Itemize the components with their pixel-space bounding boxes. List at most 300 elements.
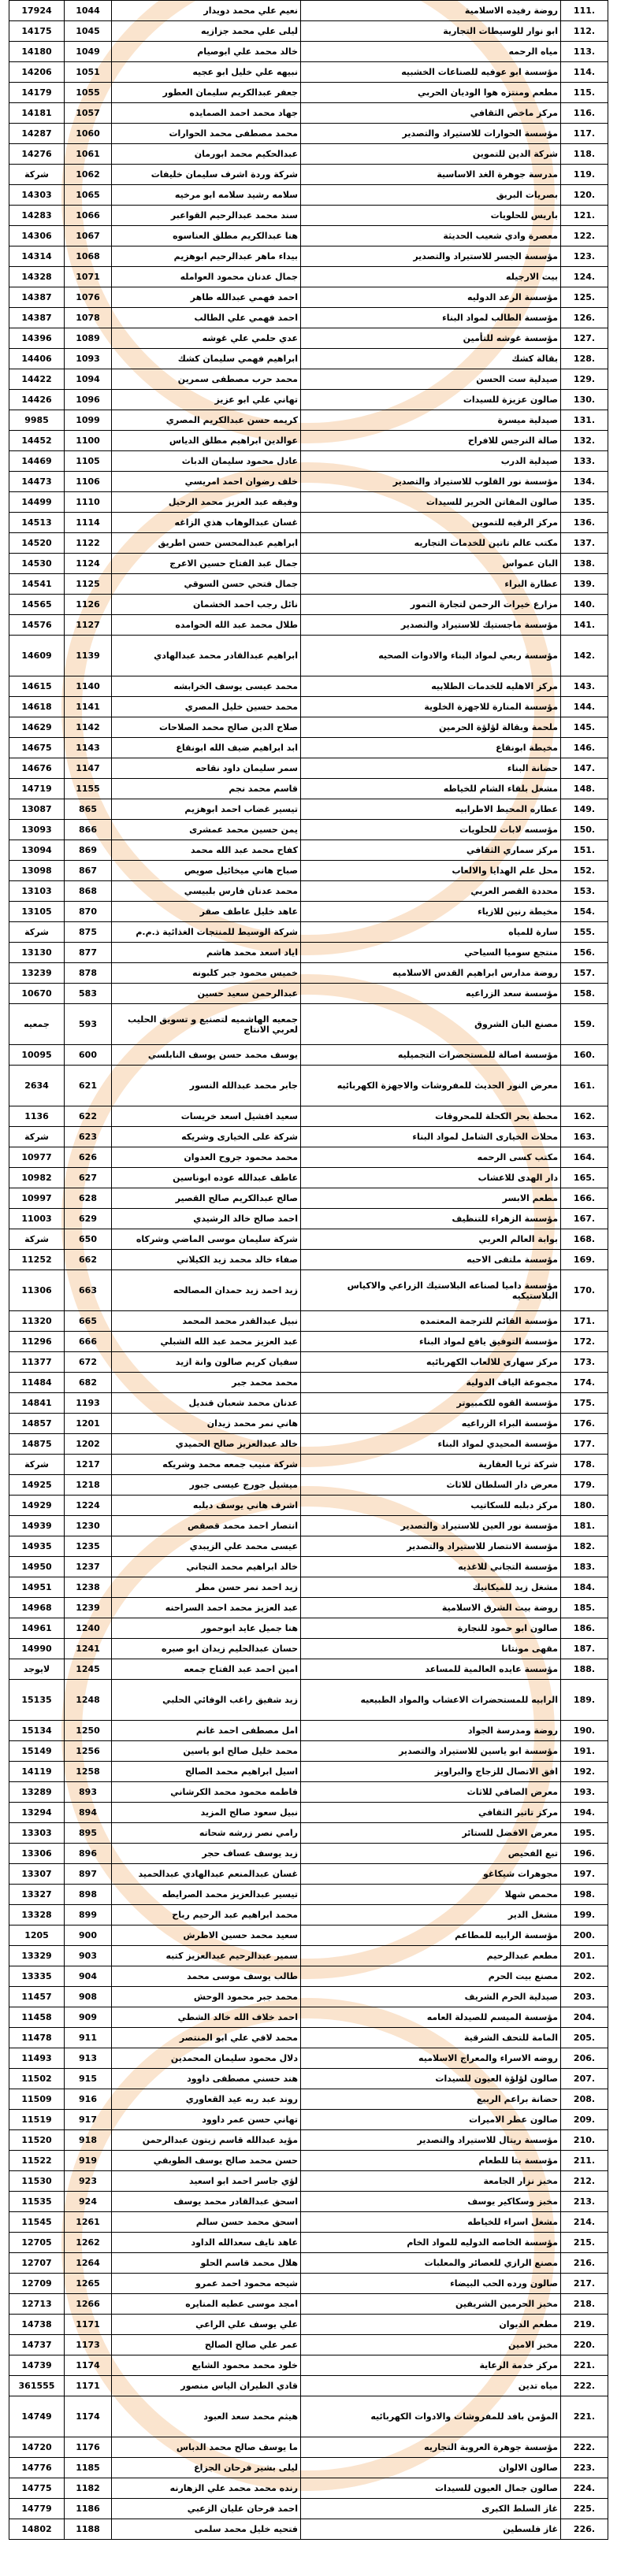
owner-name-cell: عاهد خليل عاطف صقر bbox=[112, 902, 301, 922]
row-index-cell: 188. bbox=[561, 1659, 608, 1680]
row-index-cell: 222. bbox=[561, 2437, 608, 2458]
table-row bbox=[9, 390, 608, 410]
owner-name-cell: شركة وردة اشرف سليمان خليفات bbox=[112, 165, 301, 185]
owner-name-cell: سلامه رشيد سلامه ابو مرخيه bbox=[112, 185, 301, 206]
owner-name-cell: انتصار احمد محمد قصقص bbox=[112, 1516, 301, 1536]
file-number-cell: 1099 bbox=[65, 410, 112, 431]
owner-name-cell: هنا جميل عايد ابوحمور bbox=[112, 1618, 301, 1639]
business-name-cell: مطعم الابسر bbox=[301, 1188, 561, 1209]
business-name-cell: مؤسسة داميا لصناعه البلاستيك الزراعي والاكياس البلاستيكيه bbox=[301, 1270, 561, 1311]
file-number-cell: 1143 bbox=[65, 738, 112, 758]
business-name-cell: مزارع خيرات الرحمن لتجارة التمور bbox=[301, 595, 561, 615]
table-row bbox=[9, 963, 608, 984]
owner-name-cell: محمد مصطفى محمد الحوارات bbox=[112, 124, 301, 144]
registry-table bbox=[9, 0, 608, 2540]
row-index-cell: 138. bbox=[561, 554, 608, 574]
table-row bbox=[9, 2212, 608, 2233]
record-number-cell: 14396 bbox=[9, 328, 65, 349]
business-name-cell: الرابيه للمستحضرات الاعشاب والمواد الطبيعيه bbox=[301, 1680, 561, 1721]
owner-name-cell: اسيل ابراهيم محمد الصالح bbox=[112, 1762, 301, 1782]
record-number-cell: 14676 bbox=[9, 758, 65, 779]
table-row bbox=[9, 738, 608, 758]
file-number-cell: 911 bbox=[65, 2028, 112, 2048]
file-number-cell: 895 bbox=[65, 1823, 112, 1844]
owner-name-cell: زيد احمد نمر حسن مطر bbox=[112, 1577, 301, 1598]
owner-name-cell: ابراهيم فهمي سليمان كشك bbox=[112, 349, 301, 369]
row-index-cell: 185. bbox=[561, 1598, 608, 1618]
owner-name-cell: عوالدين ابراهيم مطلق الدياس bbox=[112, 431, 301, 451]
file-number-cell: 672 bbox=[65, 1352, 112, 1373]
table-row bbox=[9, 1434, 608, 1455]
record-number-cell: 11003 bbox=[9, 1209, 65, 1229]
record-number-cell: 13289 bbox=[9, 1782, 65, 1803]
row-index-cell: 159. bbox=[561, 1004, 608, 1045]
table-row bbox=[9, 1332, 608, 1352]
business-name-cell: مؤسسة جوهرة العروبة التجاريه bbox=[301, 2437, 561, 2458]
business-name-cell: بصريات البريق bbox=[301, 185, 561, 206]
record-number-cell: 13294 bbox=[9, 1803, 65, 1823]
business-name-cell: عطارة البراء bbox=[301, 574, 561, 595]
table-row bbox=[9, 1516, 608, 1536]
file-number-cell: 628 bbox=[65, 1188, 112, 1209]
record-number-cell: شركة bbox=[9, 1127, 65, 1147]
file-number-cell: 893 bbox=[65, 1782, 112, 1803]
file-number-cell: 1061 bbox=[65, 144, 112, 165]
row-index-cell: 203. bbox=[561, 1987, 608, 2007]
business-name-cell: عطاره المحيط الاطرابيه bbox=[301, 799, 561, 820]
row-index-cell: 186. bbox=[561, 1618, 608, 1639]
business-name-cell: مخبز الامين bbox=[301, 2335, 561, 2355]
business-name-cell: مطعم الديوان bbox=[301, 2315, 561, 2335]
record-number-cell: 14739 bbox=[9, 2355, 65, 2376]
table-row bbox=[9, 451, 608, 472]
business-name-cell: مجوهرات شيكاغو bbox=[301, 1864, 561, 1885]
table-row bbox=[9, 1045, 608, 1066]
record-number-cell: 14950 bbox=[9, 1557, 65, 1577]
owner-name-cell: عبد العزيز محمد احمد السراحنه bbox=[112, 1598, 301, 1618]
record-number-cell: شركة bbox=[9, 1455, 65, 1475]
file-number-cell: 600 bbox=[65, 1045, 112, 1066]
file-number-cell: 1044 bbox=[65, 1, 112, 21]
row-index-cell: 183. bbox=[561, 1557, 608, 1577]
record-number-cell: 14303 bbox=[9, 185, 65, 206]
file-number-cell: 918 bbox=[65, 2130, 112, 2151]
business-name-cell: معرض الصافي للاثاث bbox=[301, 1782, 561, 1803]
business-name-cell: مؤسسة الرعد الدوليه bbox=[301, 287, 561, 308]
business-name-cell: مطعم ومنتزه هوا الوديان الحربي bbox=[301, 83, 561, 103]
row-index-cell: 215. bbox=[561, 2233, 608, 2253]
table-row bbox=[9, 2130, 608, 2151]
table-row bbox=[9, 1, 608, 21]
table-row bbox=[9, 1106, 608, 1127]
file-number-cell: 1201 bbox=[65, 1414, 112, 1434]
business-name-cell: مؤسسة الزهراء للتنظيف bbox=[301, 1209, 561, 1229]
owner-name-cell: غسان عبدالوهاب هذي الزاغه bbox=[112, 513, 301, 533]
file-number-cell: 1139 bbox=[65, 636, 112, 676]
record-number-cell: 14119 bbox=[9, 1762, 65, 1782]
owner-name-cell: زيد احمد زيد حمدان المصالحه bbox=[112, 1270, 301, 1311]
row-index-cell: 196. bbox=[561, 1844, 608, 1864]
file-number-cell: 919 bbox=[65, 2151, 112, 2171]
record-number-cell: 13103 bbox=[9, 881, 65, 902]
row-index-cell: 172. bbox=[561, 1332, 608, 1352]
business-name-cell: مؤسسة الميسم للصيدلة العامه bbox=[301, 2007, 561, 2028]
record-number-cell: 11519 bbox=[9, 2110, 65, 2130]
business-name-cell: مؤسسة اصالة للمستحضرات التجميليه bbox=[301, 1045, 561, 1066]
owner-name-cell: نعيم علي محمد دويدار bbox=[112, 1, 301, 21]
business-name-cell: مركز تاتير الثقافي bbox=[301, 1803, 561, 1823]
row-index-cell: 214. bbox=[561, 2212, 608, 2233]
business-name-cell: مؤسسة الرابيه للمطاعم bbox=[301, 1926, 561, 1946]
table-row bbox=[9, 820, 608, 840]
owner-name-cell: ابراهيم عبدالقادر محمد عبدالهادي bbox=[112, 636, 301, 676]
business-name-cell: مؤسسة ملتقى الاحبه bbox=[301, 1250, 561, 1270]
table-row bbox=[9, 2437, 608, 2458]
row-index-cell: 142. bbox=[561, 636, 608, 676]
file-number-cell: 593 bbox=[65, 1004, 112, 1045]
owner-name-cell: جهاد محمد احمد الصمايده bbox=[112, 103, 301, 124]
table-row bbox=[9, 1373, 608, 1393]
business-name-cell: مؤسسة المنارة للاجهزة الخلوية bbox=[301, 697, 561, 717]
business-name-cell: معرض الافضل للستائر bbox=[301, 1823, 561, 1844]
file-number-cell: 1076 bbox=[65, 287, 112, 308]
business-name-cell: بيت الارجيله bbox=[301, 267, 561, 287]
business-name-cell: محمص شهلا bbox=[301, 1885, 561, 1905]
file-number-cell: 1057 bbox=[65, 103, 112, 124]
record-number-cell: 1136 bbox=[9, 1106, 65, 1127]
owner-name-cell: ابراهيم عبدالمحسن حسن اطريق bbox=[112, 533, 301, 554]
table-row bbox=[9, 2253, 608, 2274]
business-name-cell: صالة النرجس للافراح bbox=[301, 431, 561, 451]
row-index-cell: 205. bbox=[561, 2028, 608, 2048]
record-number-cell: 15135 bbox=[9, 1680, 65, 1721]
owner-name-cell: فتحيه خليل محمد سلمى bbox=[112, 2519, 301, 2540]
file-number-cell: 878 bbox=[65, 963, 112, 984]
row-index-cell: 195. bbox=[561, 1823, 608, 1844]
record-number-cell: 14779 bbox=[9, 2499, 65, 2519]
record-number-cell: 14719 bbox=[9, 779, 65, 799]
business-name-cell: مجموعة الياف الدولية bbox=[301, 1373, 561, 1393]
row-index-cell: 116. bbox=[561, 103, 608, 124]
row-index-cell: 153. bbox=[561, 881, 608, 902]
row-index-cell: 144. bbox=[561, 697, 608, 717]
table-row bbox=[9, 1311, 608, 1332]
file-number-cell: 621 bbox=[65, 1066, 112, 1106]
owner-name-cell: محمد محمود جروح العدوان bbox=[112, 1147, 301, 1168]
owner-name-cell: هاني نمر محمد زيدان bbox=[112, 1414, 301, 1434]
owner-name-cell: نبيهه علي خليل ابو عجيه bbox=[112, 62, 301, 83]
table-row bbox=[9, 1455, 608, 1475]
file-number-cell: 626 bbox=[65, 1147, 112, 1168]
table-row bbox=[9, 103, 608, 124]
table-row bbox=[9, 2294, 608, 2315]
file-number-cell: 1045 bbox=[65, 21, 112, 42]
file-number-cell: 1055 bbox=[65, 83, 112, 103]
business-name-cell: مؤسسة الخاصه الدوليه للمواد الخام bbox=[301, 2233, 561, 2253]
business-name-cell: شركة الدين للتموين bbox=[301, 144, 561, 165]
owner-name-cell: هند حسني مصطفى داوود bbox=[112, 2069, 301, 2089]
row-index-cell: 218. bbox=[561, 2294, 608, 2315]
record-number-cell: 14387 bbox=[9, 308, 65, 328]
row-index-cell: 123. bbox=[561, 246, 608, 267]
file-number-cell: 904 bbox=[65, 1966, 112, 1987]
owner-name-cell: سعيد محمد حسين الاطرش bbox=[112, 1926, 301, 1946]
owner-name-cell: عبد العزيز محمد عبد الله الشبلي bbox=[112, 1332, 301, 1352]
file-number-cell: 1258 bbox=[65, 1762, 112, 1782]
owner-name-cell: تيسير غضاب احمد ابوهزيم bbox=[112, 799, 301, 820]
record-number-cell: 14206 bbox=[9, 62, 65, 83]
table-row bbox=[9, 185, 608, 206]
file-number-cell: 1140 bbox=[65, 676, 112, 697]
table-row bbox=[9, 1864, 608, 1885]
row-index-cell: 117. bbox=[561, 124, 608, 144]
row-index-cell: 217. bbox=[561, 2274, 608, 2294]
file-number-cell: 650 bbox=[65, 1229, 112, 1250]
business-name-cell: مصنع الرازي للعصائر والمعلبات bbox=[301, 2253, 561, 2274]
record-number-cell: 14306 bbox=[9, 226, 65, 246]
business-name-cell: محطة بحر الكحلة للمحروقات bbox=[301, 1106, 561, 1127]
file-number-cell: 1173 bbox=[65, 2335, 112, 2355]
file-number-cell: 1155 bbox=[65, 779, 112, 799]
record-number-cell: 14990 bbox=[9, 1639, 65, 1659]
record-number-cell: 14283 bbox=[9, 206, 65, 226]
row-index-cell: 209. bbox=[561, 2110, 608, 2130]
row-index-cell: 166. bbox=[561, 1188, 608, 1209]
table-row bbox=[9, 226, 608, 246]
table-row bbox=[9, 1782, 608, 1803]
table-row bbox=[9, 492, 608, 513]
row-index-cell: 118. bbox=[561, 144, 608, 165]
table-row bbox=[9, 2233, 608, 2253]
business-name-cell: مياه الرحمه bbox=[301, 42, 561, 62]
table-row bbox=[9, 2069, 608, 2089]
table-row bbox=[9, 2110, 608, 2130]
record-number-cell: 13093 bbox=[9, 820, 65, 840]
business-name-cell: معرض دار السلطان للاثاث bbox=[301, 1475, 561, 1496]
owner-name-cell: ابد ابراهيم ضيف الله ابونقاع bbox=[112, 738, 301, 758]
table-row bbox=[9, 1414, 608, 1434]
owner-name-cell: وفيقه عبد العزيز محمد الرحيل bbox=[112, 492, 301, 513]
business-name-cell: مخبز نزار الجامعة bbox=[301, 2171, 561, 2192]
record-number-cell: 9985 bbox=[9, 410, 65, 431]
record-number-cell: 11522 bbox=[9, 2151, 65, 2171]
record-number-cell: 14328 bbox=[9, 267, 65, 287]
business-name-cell: مصنع بيت الحرم bbox=[301, 1966, 561, 1987]
table-row bbox=[9, 472, 608, 492]
table-row bbox=[9, 1066, 608, 1106]
row-index-cell: 152. bbox=[561, 861, 608, 881]
business-name-cell: مؤسسة البراء الزراعيه bbox=[301, 1414, 561, 1434]
table-row bbox=[9, 1844, 608, 1864]
table-row bbox=[9, 1987, 608, 2007]
row-index-cell: 179. bbox=[561, 1475, 608, 1496]
row-index-cell: 222. bbox=[561, 2376, 608, 2396]
record-number-cell: 14629 bbox=[9, 717, 65, 738]
file-number-cell: 1078 bbox=[65, 308, 112, 328]
row-index-cell: 125. bbox=[561, 287, 608, 308]
row-index-cell: 162. bbox=[561, 1106, 608, 1127]
row-index-cell: 150. bbox=[561, 820, 608, 840]
record-number-cell: 11530 bbox=[9, 2171, 65, 2192]
owner-name-cell: يوسف محمد حسن يوسف النابلسي bbox=[112, 1045, 301, 1066]
file-number-cell: 1239 bbox=[65, 1598, 112, 1618]
business-name-cell: مؤسسة نور العين للاستيراد والتصدير bbox=[301, 1516, 561, 1536]
row-index-cell: 115. bbox=[561, 83, 608, 103]
row-index-cell: 198. bbox=[561, 1885, 608, 1905]
file-number-cell: 1066 bbox=[65, 206, 112, 226]
business-name-cell: مخبز وسكاكير يوسف bbox=[301, 2192, 561, 2212]
row-index-cell: 173. bbox=[561, 1352, 608, 1373]
table-row bbox=[9, 513, 608, 533]
row-index-cell: 161. bbox=[561, 1066, 608, 1106]
table-row bbox=[9, 2458, 608, 2478]
row-index-cell: 137. bbox=[561, 533, 608, 554]
table-row bbox=[9, 1536, 608, 1557]
table-row bbox=[9, 533, 608, 554]
record-number-cell: 13335 bbox=[9, 1966, 65, 1987]
business-name-cell: غاز السلط الكبرى bbox=[301, 2499, 561, 2519]
file-number-cell: 1105 bbox=[65, 451, 112, 472]
business-name-cell: مؤسسة ربعي لمواد البناء والادوات الصحيه bbox=[301, 636, 561, 676]
row-index-cell: 175. bbox=[561, 1393, 608, 1414]
file-number-cell: 1126 bbox=[65, 595, 112, 615]
table-row bbox=[9, 410, 608, 431]
business-name-cell: معرض النور الحديث للمفروشات والاجهزة الكهربائيه bbox=[301, 1066, 561, 1106]
table-row bbox=[9, 984, 608, 1004]
file-number-cell: 1235 bbox=[65, 1536, 112, 1557]
row-index-cell: 180. bbox=[561, 1496, 608, 1516]
owner-name-cell: اشرف هاني يوسف دبلبه bbox=[112, 1496, 301, 1516]
business-name-cell: بوابة العالم العربي bbox=[301, 1229, 561, 1250]
owner-name-cell: احمد فهمي عبدالله طاهر bbox=[112, 287, 301, 308]
record-number-cell: 11377 bbox=[9, 1352, 65, 1373]
table-row bbox=[9, 2355, 608, 2376]
row-index-cell: 139. bbox=[561, 574, 608, 595]
file-number-cell: 629 bbox=[65, 1209, 112, 1229]
row-index-cell: 223. bbox=[561, 2458, 608, 2478]
business-name-cell: مؤسسة الطالب لمواد البناء bbox=[301, 308, 561, 328]
record-number-cell: 13303 bbox=[9, 1823, 65, 1844]
record-number-cell: 14961 bbox=[9, 1618, 65, 1639]
table-row bbox=[9, 1127, 608, 1147]
record-number-cell: 11478 bbox=[9, 2028, 65, 2048]
owner-name-cell: مؤيد عبدالله قاسم زيتون عبدالرحمن bbox=[112, 2130, 301, 2151]
owner-name-cell: عيسى محمد علي الزيبدي bbox=[112, 1536, 301, 1557]
record-number-cell: 14541 bbox=[9, 574, 65, 595]
table-row bbox=[9, 1905, 608, 1926]
record-number-cell: 12705 bbox=[9, 2233, 65, 2253]
file-number-cell: 627 bbox=[65, 1168, 112, 1188]
business-name-cell: غاز فلسطين bbox=[301, 2519, 561, 2540]
table-row bbox=[9, 1803, 608, 1823]
record-number-cell: 11520 bbox=[9, 2130, 65, 2151]
row-index-cell: 146. bbox=[561, 738, 608, 758]
file-number-cell: 868 bbox=[65, 881, 112, 902]
row-index-cell: 224. bbox=[561, 2478, 608, 2499]
file-number-cell: 1067 bbox=[65, 226, 112, 246]
file-number-cell: 1110 bbox=[65, 492, 112, 513]
file-number-cell: 1141 bbox=[65, 697, 112, 717]
record-number-cell: 14287 bbox=[9, 124, 65, 144]
record-number-cell: 10977 bbox=[9, 1147, 65, 1168]
business-name-cell: صالون لؤلؤة العيون للسيدات bbox=[301, 2069, 561, 2089]
table-row bbox=[9, 1966, 608, 1987]
table-row bbox=[9, 2028, 608, 2048]
file-number-cell: 894 bbox=[65, 1803, 112, 1823]
row-index-cell: 158. bbox=[561, 984, 608, 1004]
record-number-cell: 14951 bbox=[9, 1577, 65, 1598]
file-number-cell: 1265 bbox=[65, 2274, 112, 2294]
table-row bbox=[9, 349, 608, 369]
record-number-cell: 13328 bbox=[9, 1905, 65, 1926]
table-row bbox=[9, 1352, 608, 1373]
business-name-cell: مدرسة جوهرة الغد الاساسية bbox=[301, 165, 561, 185]
record-number-cell: 14776 bbox=[9, 2458, 65, 2478]
table-row bbox=[9, 1475, 608, 1496]
file-number-cell: 1176 bbox=[65, 2437, 112, 2458]
file-number-cell: 923 bbox=[65, 2171, 112, 2192]
row-index-cell: 211. bbox=[561, 2151, 608, 2171]
table-row bbox=[9, 2048, 608, 2069]
record-number-cell: 2634 bbox=[9, 1066, 65, 1106]
business-name-cell: البان عمواس bbox=[301, 554, 561, 574]
business-name-cell: مقهى مونتانا bbox=[301, 1639, 561, 1659]
table-row bbox=[9, 2519, 608, 2540]
owner-name-cell: ليلى بشير فرحان الجزاع bbox=[112, 2458, 301, 2478]
row-index-cell: 148. bbox=[561, 779, 608, 799]
record-number-cell: 14929 bbox=[9, 1496, 65, 1516]
table-row bbox=[9, 1496, 608, 1516]
row-index-cell: 171. bbox=[561, 1311, 608, 1332]
business-name-cell: صالون عزيزة للسيدات bbox=[301, 390, 561, 410]
record-number-cell: 11457 bbox=[9, 1987, 65, 2007]
owner-name-cell: محمد لافي علي ابو المنتصر bbox=[112, 2028, 301, 2048]
owner-name-cell: لؤي جاسر احمد ابو اسعيد bbox=[112, 2171, 301, 2192]
owner-name-cell: هيثم محمد سعد العبود bbox=[112, 2396, 301, 2437]
business-name-cell: مركز سماري الثقافي bbox=[301, 840, 561, 861]
file-number-cell: 908 bbox=[65, 1987, 112, 2007]
business-name-cell: مركز خدمة الرعاية bbox=[301, 2355, 561, 2376]
row-index-cell: 225. bbox=[561, 2499, 608, 2519]
record-number-cell: 11252 bbox=[9, 1250, 65, 1270]
owner-name-cell: يمن حسين محمد عمشرى bbox=[112, 820, 301, 840]
business-name-cell: روضة بيت الشرق الاسلامية bbox=[301, 1598, 561, 1618]
row-index-cell: 145. bbox=[561, 717, 608, 738]
business-name-cell: مطعم عبدالرحيم bbox=[301, 1946, 561, 1966]
business-name-cell: حضانة البناء bbox=[301, 758, 561, 779]
business-name-cell: مؤسسة القوه للكمبيوتر bbox=[301, 1393, 561, 1414]
row-index-cell: 136. bbox=[561, 513, 608, 533]
registry-table-body bbox=[9, 1, 608, 2540]
file-number-cell: 1182 bbox=[65, 2478, 112, 2499]
record-number-cell: 14737 bbox=[9, 2335, 65, 2355]
file-number-cell: 1094 bbox=[65, 369, 112, 390]
row-index-cell: 208. bbox=[561, 2089, 608, 2110]
row-index-cell: 147. bbox=[561, 758, 608, 779]
owner-name-cell: احمد فهمي علي الطالب bbox=[112, 308, 301, 328]
table-row bbox=[9, 1926, 608, 1946]
business-name-cell: مركز سهارى للالعاب الكهربائيه bbox=[301, 1352, 561, 1373]
owner-name-cell: ليلى علي محمد جزازيه bbox=[112, 21, 301, 42]
file-number-cell: 623 bbox=[65, 1127, 112, 1147]
file-number-cell: 583 bbox=[65, 984, 112, 1004]
table-row bbox=[9, 2376, 608, 2396]
owner-name-cell: خميس محمود جبر كلبونه bbox=[112, 963, 301, 984]
owner-name-cell: كفاح محمد عبد الله محمد bbox=[112, 840, 301, 861]
business-name-cell: بقالة كشك bbox=[301, 349, 561, 369]
owner-name-cell: اياد اسعد محمد هاشم bbox=[112, 943, 301, 963]
table-row bbox=[9, 287, 608, 308]
